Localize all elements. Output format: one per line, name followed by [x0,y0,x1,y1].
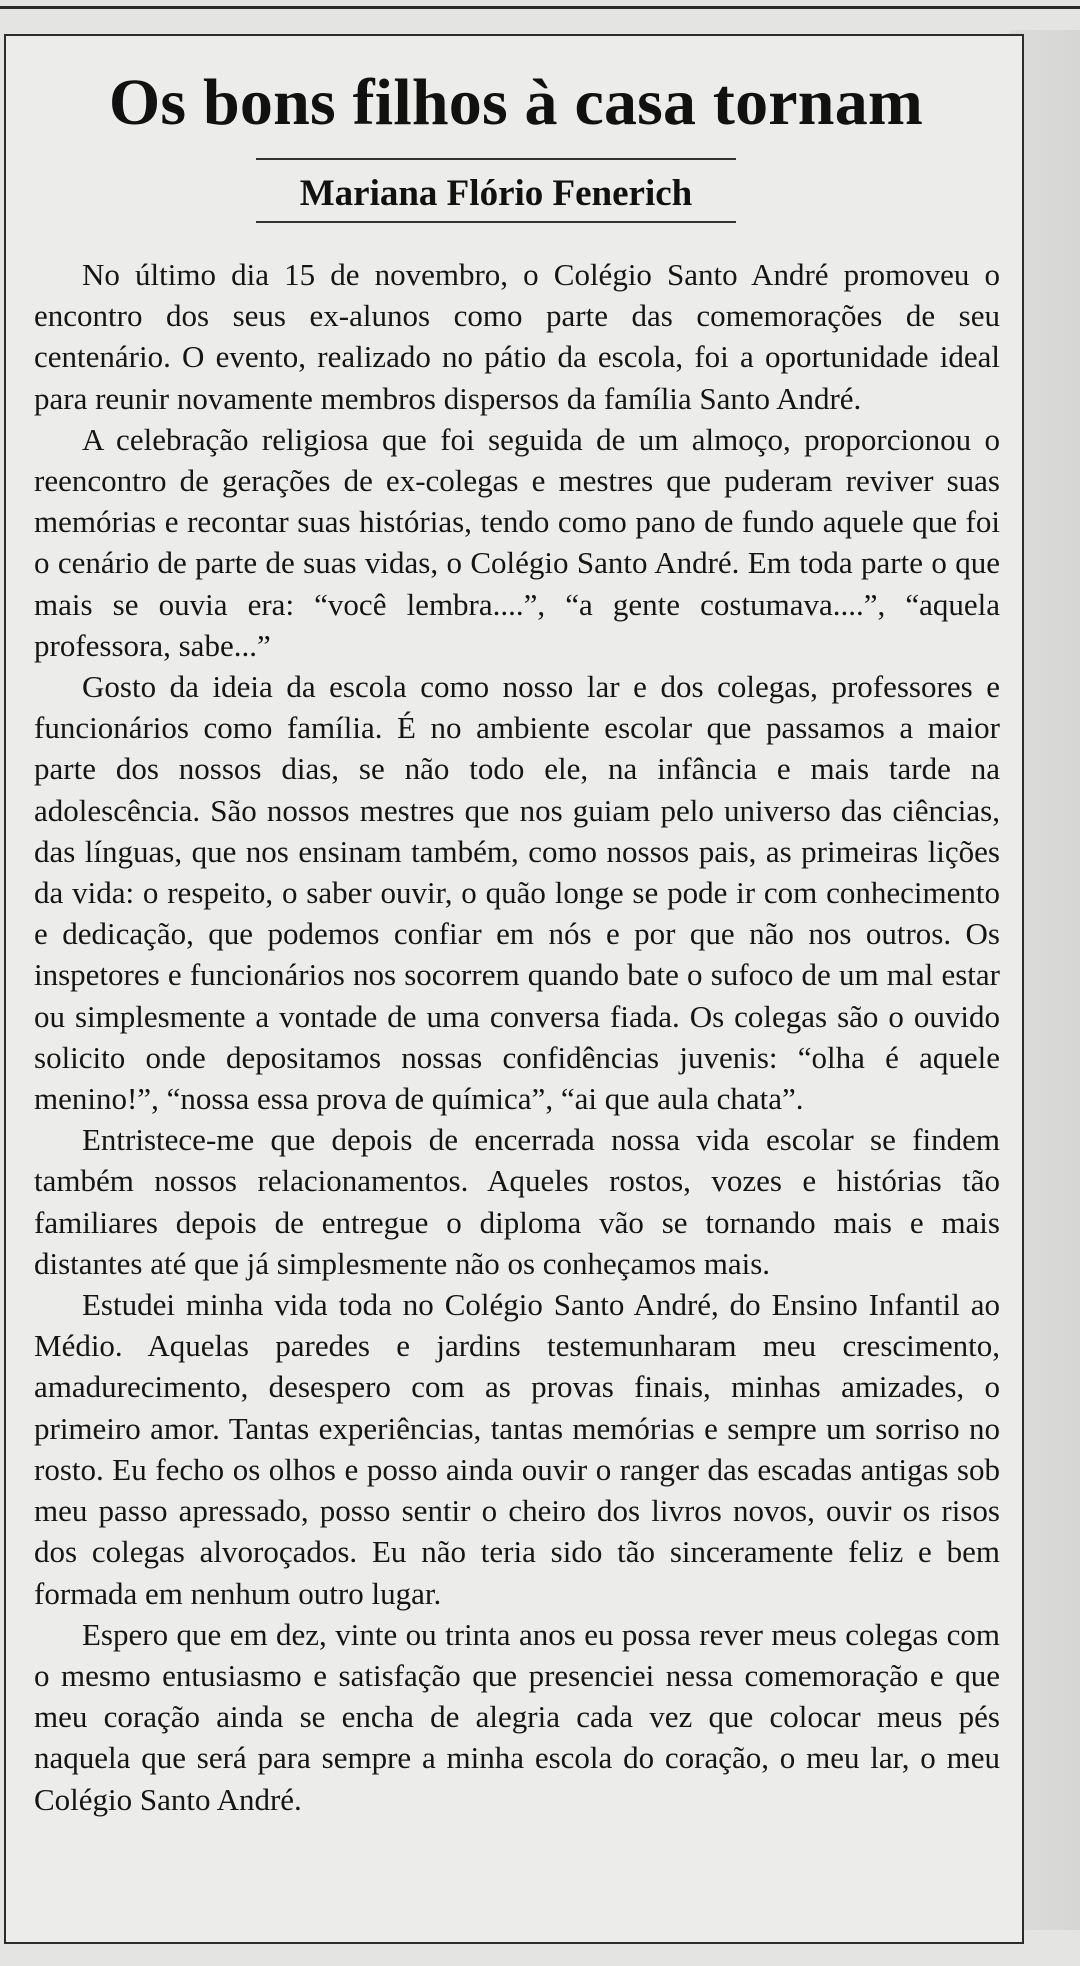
paragraph-1: No último dia 15 de novembro, o Colégio Santo André promoveu o encontro dos seus ex-alunos como parte das comemorações de seu centenário. O evento, realizado no pátio da escola, foi a oportunidade ideal para reunir novamente membros dispersos da família Santo André. [34,257,1000,416]
paragraph-3: Gosto da ideia da escola como nosso lar e dos colegas, professores e funcionários como família. É no ambiente escolar que passamos a maior parte dos nossos dias, se não todo ele, na infância e mais tarde na adolescência. São nossos mestres que nos guiam pelo universo das ciências, das línguas, que nos ensinam também, como nossos pais, as primeiras lições da vida: o respeito, o saber ouvir, o quão longe se pode ir com conhecimento e dedicação, que podemos confiar em nós e por que não nos outros. Os inspetores e funcionários nos socorrem quando bate o sufoco de um mal estar ou simplesmente a vontade de uma conversa fiada. Os colegas são o ouvido solicito onde depositamos nossas confidências juvenis: “olha é aquele menino!”, “nossa essa prova de química”, “ai que aula chata”. [34,669,1000,1117]
page-top-rule [0,6,1080,9]
paragraph-6: Espero que em dez, vinte ou trinta anos eu possa rever meus colegas com o mesmo entusiasmo e satisfação que presenciei nessa comemoração e que meu coração ainda se encha de alegria cada vez que colocar meus pés naquela que será para sempre a minha escola do coração, o meu lar, o meu Colégio Santo André. [34,1616,1000,1817]
article-title: Os bons filhos à casa tornam [108,66,924,139]
paragraph-4: Entristece-me que depois de encerrada nossa vida escolar se findem também nossos relacionamentos. Aqueles rostos, vozes e histórias tão familiares depois de entregue o diploma vão se tornando mais e mais distantes até que já simplesmente não os conheçamos mais. [34,1122,1000,1281]
paragraph-5: Estudei minha vida toda no Colégio Santo André, do Ensino Infantil ao Médio. Aquelas paredes e jardins testemunharam meu crescimento, amadurecimento, desespero com as provas finais, minhas amizades, o primeiro amor. Tantas experiências, tantas memórias e sempre um sorriso no rosto. Eu fecho os olhos e posso ainda ouvir o ranger das escadas antigas sob meu passo apressado, posso sentir o cheiro dos livros novos, ouvir os risos dos colegas alvoroçados. Eu não teria sido tão sinceramente feliz e bem formada em nenhum outro lugar. [34,1287,1000,1611]
article-author: Mariana Flório Fenerich [256,158,736,223]
paragraph-2: A celebração religiosa que foi seguida de um almoço, proporcionou o reencontro de gerações de ex-colegas e mestres que puderam reviver suas memórias e recontar suas histórias, tendo como pano de fundo aquele que foi o cenário de parte de suas vidas, o Colégio Santo André. Em toda parte o que mais se ouvia era: “você lembra....”, “a gente costumava....”, “aquela professora, sabe...” [34,421,1000,663]
article-body [34,254,1000,1820]
newspaper-article [4,34,1024,1944]
